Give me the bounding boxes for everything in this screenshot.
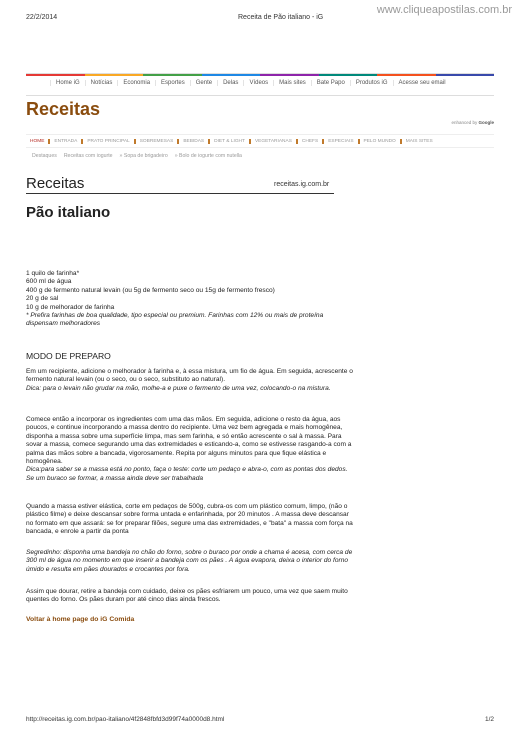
ingredient-item: 400 g de fermento natural levain (ou 5g de fermento seco ou 15g de fermento fresco) (26, 286, 275, 294)
ingredient-item: 600 ml de água (26, 278, 72, 286)
top-nav-links (50, 80, 451, 86)
step-text: Comece então a incorporar os ingredientes com uma das mãos. Em seguida, adicione o resto da água, aos poucos, e continue incorporando a massa dentro do recipiente. Uma vez bem agregada e mais homogênea, disponha a massa sobre uma superfície limpa, mas sem farinha, e só então acrescente o sal à massa. Para sovar a massa, comece segurando uma das extremidades e esticando-a, como se estivesse rasgando-a com a palma das mãos sobre a bancada, vigorosamente. Repita por alguns minutos para que fique elástica e homogênea. (26, 416, 352, 466)
step-tip: Segredinho: disponha uma bandeja no chão do forno, sobre o buraco por onde a chama é acesa, com cerca de 300 ml de água no momento em que inserir a bandeja com os pães . A água evapora, deixa o interior do forno úmido e resulta em pães dourados e crocantes por fora. (26, 549, 353, 573)
sub-nav-link[interactable]: » Sopa de brigadeiro (119, 153, 168, 159)
sub-nav-link[interactable]: Receitas com iogurte (63, 153, 113, 159)
ingredient-item: 20 g de sal (26, 295, 59, 303)
color-strip (26, 74, 494, 76)
watermark: www.cliqueapostilas.com.br (376, 4, 512, 16)
ingredients-note: * Prefira farinhas de boa qualidade, tipo especial ou premium. Farinhas com 12% ou mais de proteína dispensam melhoradores (26, 312, 324, 328)
category-nav (26, 134, 494, 148)
section-site-link[interactable]: receitas.ig.com.br (274, 181, 330, 188)
top-nav-home[interactable]: Home iG (50, 80, 85, 86)
sub-nav-destaques: Destaques (32, 153, 57, 159)
ingredient-item: 10 g de melhorador de farinha (26, 303, 115, 311)
section-title: Receitas (26, 175, 85, 192)
step-paragraph (26, 549, 356, 574)
top-nav-email[interactable]: Acesse seu email (393, 80, 451, 86)
top-nav-economia[interactable]: Economia (117, 80, 155, 86)
sub-nav (32, 153, 242, 159)
cat-especiais[interactable]: ESPECIAIS (322, 139, 357, 144)
cat-entrada[interactable]: ENTRADA (48, 139, 81, 144)
step-text: Quando a massa estiver elástica, corte em pedaços de 500g, cubra-os com um plástico comum, limpo, (não o plástico filme) e deixe descansar sobre forma untada e enfarinhada, por 20 minutos . A massa deve descansar no formato em que assará: se for preparar filões, segure uma das extremidades, e "bata" a massa com força na bancada, e enrole a partir da ponta (26, 503, 353, 536)
cat-pelo-mundo[interactable]: PELO MUNDO (358, 139, 400, 144)
cat-sobremesas[interactable]: SOBREMESAS (134, 139, 178, 144)
back-home-link[interactable]: Voltar à home page do iG Comida (26, 616, 135, 623)
cat-bebidas[interactable]: BEBIDAS (177, 139, 208, 144)
brand-logo[interactable]: Receitas (26, 99, 101, 119)
footer-url: http://receitas.ig.com.br/pao-italiano/4f2848fbfd3d99f74a0000d8.html (26, 716, 225, 723)
ingredients-list (26, 270, 356, 329)
top-nav-videos[interactable]: Vídeos (243, 80, 273, 86)
top-nav-bate-papo[interactable]: Bate Papo (311, 80, 350, 86)
top-nav-gente[interactable]: Gente (190, 80, 217, 86)
step-paragraph (26, 503, 356, 537)
print-date: 22/2/2014 (26, 14, 58, 21)
step-text: Assim que dourar, retire a bandeja com cuidado, deixe os pães esfriarem um pouco, uma vez que saem muito quentes do forno. Os pães duram por até cinco dias ainda frescos. (26, 588, 348, 604)
cat-home[interactable]: HOME (30, 138, 45, 144)
section-divider (26, 193, 334, 194)
cat-diet-light[interactable]: DIET & LIGHT (208, 139, 249, 144)
cat-vegetarianas[interactable]: VEGETARIANAS (249, 139, 296, 144)
print-title: Receita de Pão italiano - iG (238, 14, 324, 21)
page-title: Pão italiano (26, 204, 111, 221)
enhanced-google: Google (478, 120, 494, 125)
top-nav-esportes[interactable]: Esportes (155, 80, 190, 86)
cat-mais-sites[interactable]: MAIS SITES (400, 139, 437, 144)
step-tip: Dica: para o levain não grudar na mão, molhe-a e puxe o fermento de uma vez, colocando-o na mistura. (26, 384, 331, 392)
enhanced-prefix: enhanced by (451, 120, 478, 125)
page-number: 1/2 (485, 716, 495, 723)
search-enhanced-label (451, 120, 494, 125)
step-tip: Dica:para saber se a massa está no ponto, faça o teste: corte um pedaço e abra-o, com as pontas dos dedos. Se um buraco se formar, a massa ainda deve ser trabalhada (26, 466, 348, 482)
top-nav-mais-sites[interactable]: Mais sites (273, 80, 311, 86)
step-text: Em um recipiente, adicione o melhorador à farinha e, à essa mistura, um fio de água. Em seguida, acrescente o fermento natural levain (ou o seco, ou o seco, substituto ao natural). (26, 368, 353, 384)
cat-prato-principal[interactable]: PRATO PRINCIPAL (81, 139, 133, 144)
cat-chefs[interactable]: CHEFS (296, 139, 322, 144)
ingredient-item: 1 quilo de farinha* (26, 270, 80, 277)
step-paragraph (26, 588, 356, 605)
top-nav-produtos[interactable]: Produtos iG (350, 80, 393, 86)
top-nav-delas[interactable]: Delas (217, 80, 243, 86)
top-navigation-bar (26, 73, 494, 96)
sub-nav-link[interactable]: » Bolo de iogurte com nutella (174, 153, 242, 159)
step-paragraph (26, 416, 356, 483)
method-heading: MODO DE PREPARO (26, 351, 111, 361)
top-nav-noticias[interactable]: Notícias (85, 80, 118, 86)
step-paragraph (26, 368, 356, 393)
